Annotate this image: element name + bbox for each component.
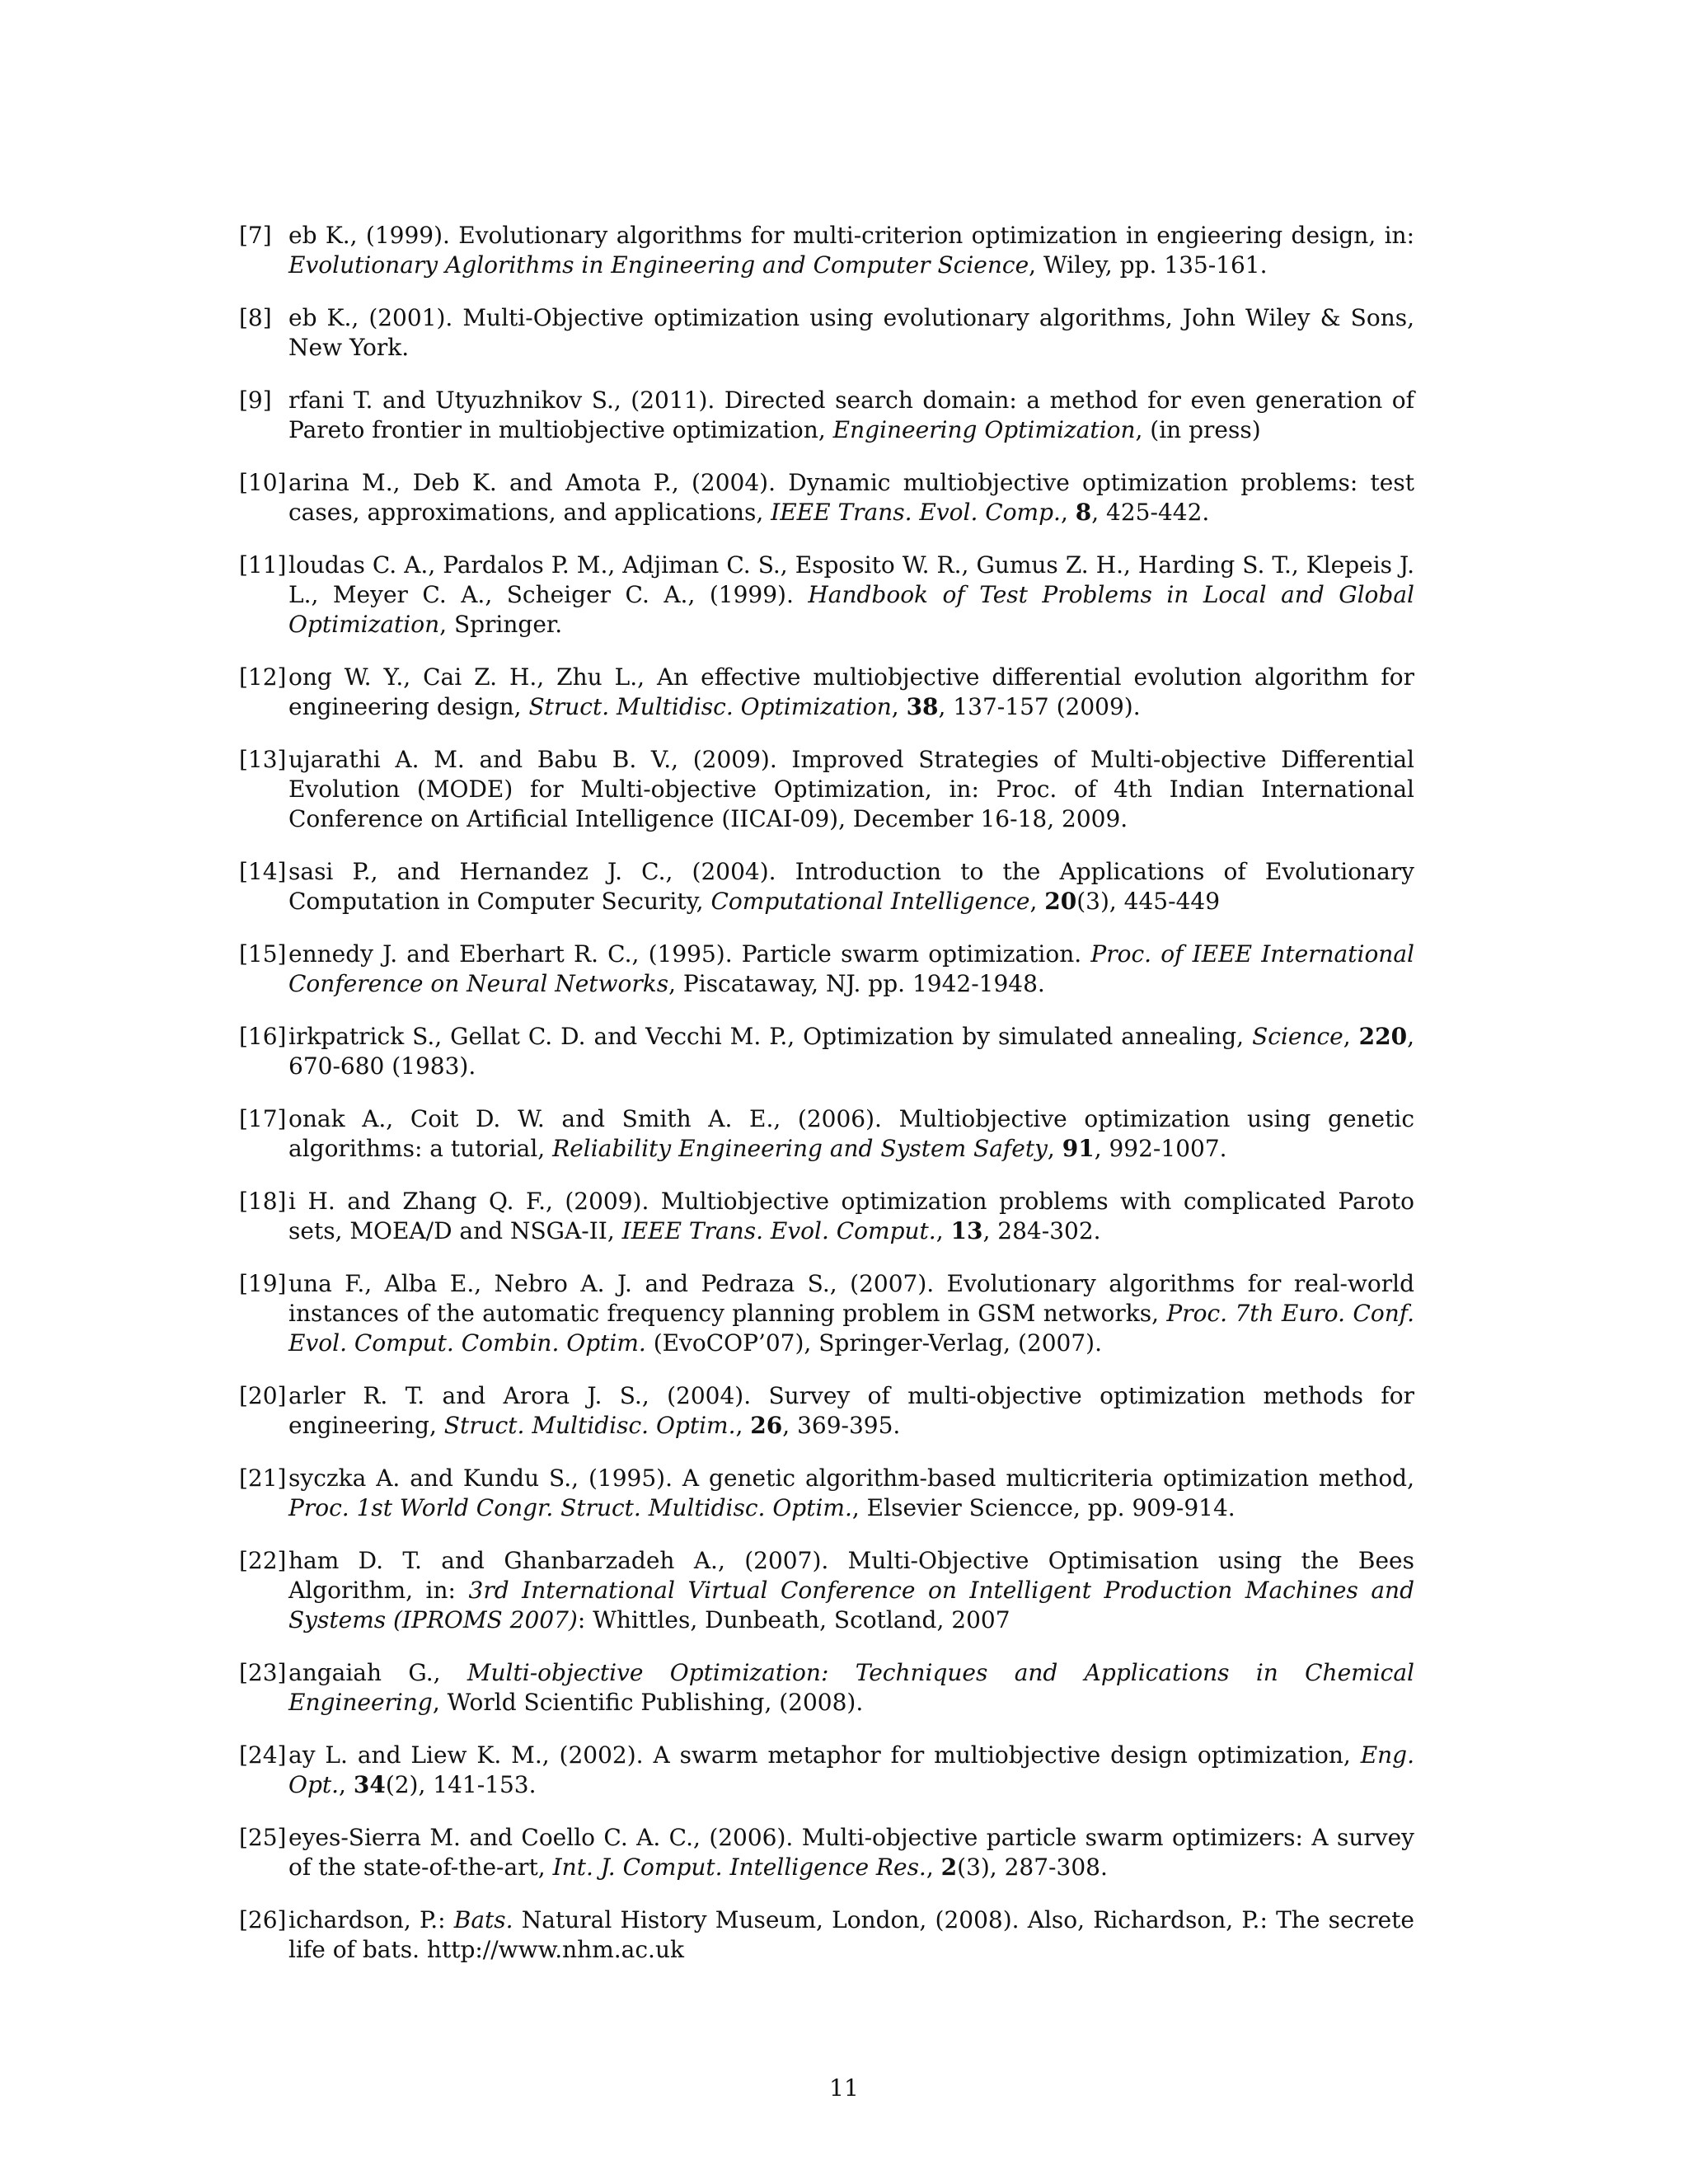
reference-number: [26] [239,1906,287,1933]
reference-segment: , 369-395. [782,1412,901,1439]
reference-item [239,303,1414,363]
reference-text [288,1741,1414,1800]
reference-number: [23] [239,1659,287,1686]
reference-bold-segment: 34 [353,1771,386,1798]
reference-text [288,1464,1414,1523]
reference-italic-segment: Evolutionary Aglorithms in Engineering and Computer Science [288,251,1029,279]
reference-segment: , (in press) [1135,416,1261,443]
reference-segment: irkpatrick S., Gellat C. D. and Vecchi M. P., Optimization by simulated annealing, [288,1023,1253,1050]
reference-number: [21] [239,1465,287,1492]
reference-number: [9] [239,387,272,414]
reference-item [239,1269,1415,1358]
reference-item [239,1464,1414,1523]
reference-text [288,1269,1414,1358]
reference-bold-segment: 8 [1075,499,1092,526]
reference-segment: , 137-157 (2009). [938,693,1141,720]
reference-number: [20] [239,1382,287,1409]
reference-bold-segment: 38 [906,693,939,720]
reference-italic-segment: Proc. of IEEE International Conference on Neural Networks [288,940,1414,997]
reference-item [239,663,1414,722]
reference-item [239,745,1414,834]
reference-segment: , 670-680 (1983). [288,1023,1414,1080]
reference-italic-segment: 3rd International Virtual Conference on Intelligent Production Machines and Systems (IPROMS 2007) [288,1577,1414,1633]
reference-item [239,468,1414,527]
reference-segment: (EvoCOP’07), Springer-Verlag, (2007). [645,1329,1102,1357]
reference-segment: rfani T. and Utyuzhnikov S., (2011). Directed search domain: a method for even generation of Pareto frontier in multiobjective optimization, [288,387,1414,443]
reference-segment: syczka A. and Kundu S., (1995). A genetic algorithm-based multicriteria optimization method, [288,1465,1414,1492]
reference-segment: , [339,1771,354,1798]
reference-segment: (3), 287-308. [957,1854,1108,1881]
reference-segment: arler R. T. and Arora J. S., (2004). Survey of multi-objective optimization methods for engineering, [288,1382,1414,1439]
reference-segment: ham D. T. and Ghanbarzadeh A., (2007). Multi-Objective Optimisation using the Bees Algorithm, in: [288,1547,1414,1604]
reference-italic-segment: Int. J. Comput. Intelligence Res. [552,1854,926,1881]
reference-list [239,221,1415,1988]
reference-number: [22] [239,1547,287,1574]
reference-text [288,1381,1414,1441]
reference-segment: eb K., (2001). Multi-Objective optimization using evolutionary algorithms, John Wiley & Sons, New York. [288,304,1414,361]
reference-segment: ong W. Y., Cai Z. H., Zhu L., An effective multiobjective differential evolution algorithm for engineering design, [288,663,1414,720]
reference-bold-segment: 91 [1062,1135,1095,1162]
reference-segment: , [1060,499,1076,526]
reference-segment: Natural History Museum, London, (2008). Also, Richardson, P.: The secrete life of bats. http://www.nhm.ac.uk [288,1906,1414,1963]
reference-segment: (3), 445-449 [1076,888,1221,915]
reference-number: [10] [239,469,287,496]
reference-item [239,1658,1414,1718]
reference-segment: , 284-302. [982,1217,1101,1244]
reference-segment: , Piscataway, NJ. pp. 1942-1948. [668,970,1045,997]
reference-text [288,663,1414,722]
reference-number: [17] [239,1105,287,1132]
reference-italic-segment: Struct. Multidisc. Optimization [528,693,892,720]
reference-number: [18] [239,1188,287,1215]
reference-segment: , [935,1217,951,1244]
reference-segment: , 992-1007. [1094,1135,1227,1162]
reference-bold-segment: 20 [1044,888,1077,915]
reference-segment: loudas C. A., Pardalos P. M., Adjiman C. S., Esposito W. R., Gumus Z. H., Harding S. T., Klepeis J. L., Meyer C. A., Scheiger C. A., (1999). [288,551,1414,608]
reference-item [239,386,1414,445]
reference-segment: , Wiley, pp. 135-161. [1029,251,1268,279]
reference-number: [12] [239,663,287,691]
reference-segment: , [735,1412,751,1439]
reference-text [288,1187,1414,1246]
reference-italic-segment: Bats. [453,1906,513,1933]
reference-number: [15] [239,940,287,968]
reference-italic-segment: Science [1252,1023,1343,1050]
reference-segment: (2), 141-153. [385,1771,537,1798]
reference-segment: eyes-Sierra M. and Coello C. A. C., (2006). Multi-objective particle swarm optimizers: A survey of the state-of-the-art, [288,1824,1414,1881]
reference-italic-segment: Eng. Opt. [288,1741,1414,1798]
reference-segment: : Whittles, Dunbeath, Scotland, 2007 [577,1606,1010,1633]
reference-item [239,1022,1414,1081]
reference-item [239,1104,1414,1164]
reference-italic-segment: Multi-objective Optimization: Techniques and Applications in Chemical Engineering [288,1659,1414,1716]
reference-text [288,745,1414,834]
reference-segment: eb K., (1999). Evolutionary algorithms for multi-criterion optimization in engieering design, in: [288,222,1414,249]
reference-segment: ennedy J. and Eberhart R. C., (1995). Particle swarm optimization. [288,940,1091,968]
reference-text [288,1104,1414,1164]
reference-text [288,303,1414,363]
reference-item [239,1905,1414,1965]
reference-segment: ichardson, P.: [288,1906,454,1933]
reference-text [288,857,1414,916]
reference-segment: , [891,693,907,720]
reference-item [239,1381,1414,1441]
reference-italic-segment: Engineering Optimization [832,416,1136,443]
reference-segment: una F., Alba E., Nebro A. J. and Pedraza S., (2007). Evolutionary algorithms for real-world instances of the automatic frequency planning problem in GSM networks, [288,1270,1414,1327]
reference-segment: , Elsevier Sciencce, pp. 909-914. [851,1494,1236,1521]
reference-segment: angaiah G., [288,1659,467,1686]
reference-segment: onak A., Coit D. W. and Smith A. E., (2006). Multiobjective optimization using genetic algorithms: a tutorial, [288,1105,1414,1162]
reference-segment: , Springer. [439,611,563,638]
reference-item [239,1546,1414,1635]
reference-text [288,468,1414,527]
reference-number: [7] [239,222,272,249]
reference-text [288,221,1414,280]
reference-bold-segment: 13 [950,1217,983,1244]
reference-segment: , [1047,1135,1062,1162]
reference-text [288,940,1414,999]
reference-italic-segment: IEEE Trans. Evol. Comp. [771,499,1061,526]
reference-italic-segment: IEEE Trans. Evol. Comput. [621,1217,936,1244]
reference-segment: , [1029,888,1045,915]
reference-number: [8] [239,304,272,331]
reference-segment: i H. and Zhang Q. F., (2009). Multiobjective optimization problems with complicated Paroto sets, MOEA/D and NSGA-II, [288,1188,1414,1244]
reference-number: [19] [239,1270,287,1297]
reference-number: [13] [239,746,287,773]
reference-bold-segment: 26 [750,1412,783,1439]
reference-text [288,1658,1414,1718]
reference-italic-segment: Proc. 7th Euro. Conf. Evol. Comput. Combin. Optim. [288,1300,1415,1357]
reference-text [288,386,1414,445]
reference-segment: ujarathi A. M. and Babu B. V., (2009). Improved Strategies of Multi-objective Differential Evolution (MODE) for Multi-objective Optimization, in: Proc. of 4th Indian International Conference on Artificial Intelligence (IICAI-09), December 16-18, 2009. [288,746,1414,832]
reference-text [288,551,1414,640]
reference-item [239,551,1414,640]
reference-segment: , World Scientific Publishing, (2008). [432,1689,864,1716]
reference-item [239,940,1414,999]
reference-italic-segment: Handbook of Test Problems in Local and Global Optimization [288,581,1414,638]
reference-bold-segment: 220 [1358,1023,1408,1050]
reference-segment: arina M., Deb K. and Amota P., (2004). Dynamic multiobjective optimization problems: test cases, approximations, and applications, [288,469,1414,526]
reference-segment: , [926,1854,941,1881]
reference-number: [16] [239,1023,287,1050]
reference-segment: sasi P., and Hernandez J. C., (2004). Introduction to the Applications of Evolutionary Computation in Computer Security, [288,858,1414,915]
reference-item [239,221,1414,280]
reference-italic-segment: Struct. Multidisc. Optim. [443,1412,736,1439]
reference-number: [24] [239,1741,287,1769]
reference-text [288,1022,1414,1081]
reference-text [288,1823,1414,1882]
reference-item [239,1823,1414,1882]
reference-number: [25] [239,1824,287,1851]
reference-segment: , 425-442. [1091,499,1210,526]
page-number: 11 [829,2074,859,2102]
reference-item [239,1187,1414,1246]
reference-item [239,857,1414,916]
reference-text [288,1546,1414,1635]
reference-segment: , [1343,1023,1359,1050]
reference-bold-segment: 2 [940,1854,958,1881]
reference-text [288,1905,1414,1965]
reference-number: [14] [239,858,287,885]
reference-segment: ay L. and Liew K. M., (2002). A swarm metaphor for multiobjective design optimization, [288,1741,1361,1769]
reference-italic-segment: Proc. 1st World Congr. Struct. Multidisc. Optim. [288,1494,852,1521]
reference-italic-segment: Computational Intelligence [710,888,1030,915]
reference-item [239,1741,1414,1800]
reference-number: [11] [239,551,287,579]
reference-italic-segment: Reliability Engineering and System Safety [552,1135,1048,1162]
